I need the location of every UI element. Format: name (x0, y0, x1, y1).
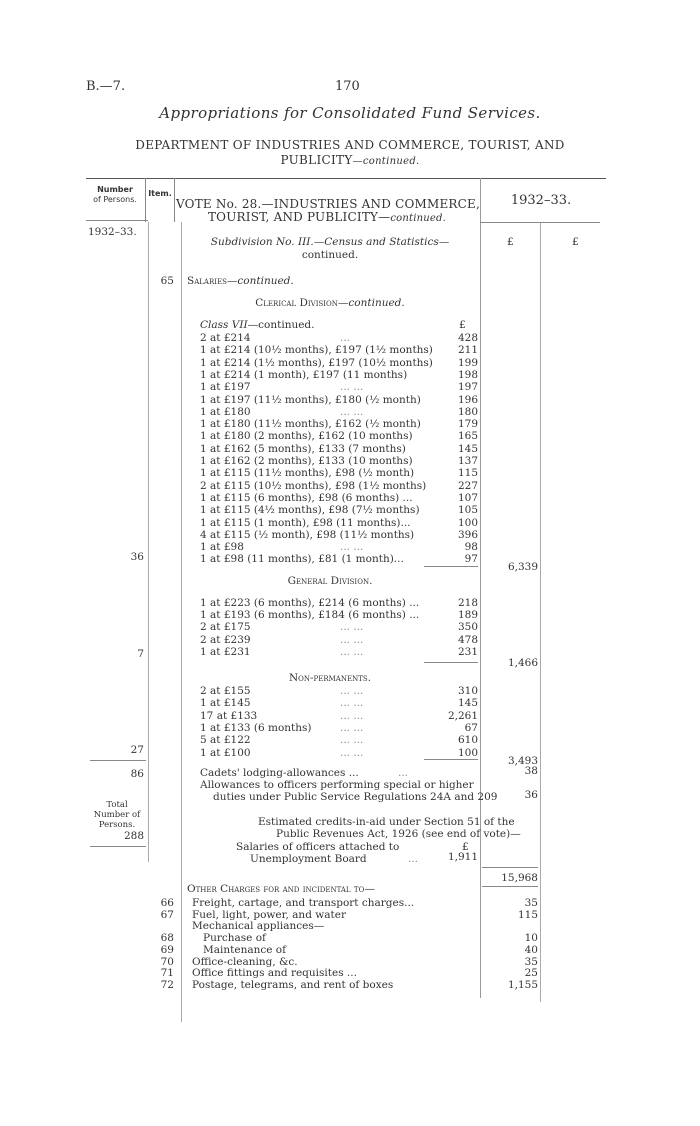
class-vii-row-label: 1 at £162 (5 months), £133 (7 months) (200, 442, 406, 455)
other-charges-item-label: Fuel, light, power, and water (192, 908, 346, 921)
class-vii-row-label: 1 at £180 (200, 405, 251, 418)
col-divider-persons (145, 178, 146, 222)
non-permanents-row-dots: ... ... (340, 734, 364, 747)
general-division-row-value: 218 (457, 597, 478, 609)
credits-line4: Unemployment Board (250, 853, 367, 865)
class-vii-row-value: 227 (457, 479, 478, 492)
class-vii-row-label: 1 at £197 (11½ months), £180 (½ month) (200, 393, 421, 406)
general-division-row-value: 189 (457, 609, 478, 622)
class-vii-row-value: 165 (457, 430, 478, 443)
header-rule-year (480, 222, 600, 223)
class-vii-row-dots: ... (340, 332, 351, 344)
persons-sum-rule (90, 760, 146, 761)
class-vii-continued: —continued. (247, 319, 315, 331)
class-vii-row-value: 198 (457, 368, 478, 381)
credits-value: 1,911 (447, 851, 478, 863)
credits-line4-dots: ... (408, 853, 419, 865)
subdivision-heading-line1: Subdivision No. III.—Census and Statistics— (210, 236, 450, 248)
general-division-row-value: 231 (457, 645, 478, 658)
vote-heading-line1: VOTE No. 28.—INDUSTRIES AND COMMERCE, (176, 197, 481, 211)
general-sum-rule (424, 662, 478, 663)
pound-sign-col2: £ (572, 236, 579, 248)
page-number: 170 (335, 79, 360, 94)
other-charges-item-label: Office fittings and requisites ... (192, 967, 357, 980)
class-vii-row-value: 211 (457, 344, 478, 357)
credits-line1: Estimated credits-in-aid under Section 51 of the (258, 816, 515, 828)
non-permanents-row-label: 1 at £145 (200, 697, 251, 710)
salaries-total-rule-top (482, 867, 538, 868)
year-label-persons: 1932–33. (88, 226, 137, 238)
class-vii-row-label: 1 at £180 (2 months), £162 (10 months) (200, 430, 413, 443)
year-header: 1932–33. (510, 193, 572, 208)
table-top-rule (86, 178, 606, 179)
col-divider-values (480, 178, 481, 998)
class-vii-total: 6,339 (507, 561, 538, 573)
col-header-persons: of Persons. (93, 195, 137, 204)
non-permanents-row-dots: ... ... (340, 709, 364, 722)
total-persons-label-3: Persons. (98, 820, 136, 830)
other-charges-item-value: 35 (524, 955, 538, 968)
class-vii-row-value: 197 (457, 381, 478, 394)
page-title: Appropriations for Consolidated Fund Services. (159, 104, 541, 122)
department-continued: —continued. (352, 156, 420, 167)
total-persons-rule (90, 846, 146, 847)
other-charges-item-label: Postage, telegrams, and rent of boxes (192, 978, 394, 991)
allowances-label-line2: duties under Public Service Regulations 24A and 209 (213, 791, 498, 803)
vote-heading-line2 (176, 211, 478, 224)
class-vii-row-label: 1 at £115 (1 month), £98 (11 months)... (200, 516, 411, 529)
other-charges-item-value: 25 (524, 967, 538, 980)
class-vii-row-value: 180 (457, 405, 478, 418)
other-charges-item-number: 69 (160, 943, 174, 956)
class-vii-pound-sign: £ (459, 319, 466, 331)
cadets-allowance-value: 38 (524, 765, 538, 777)
pound-sign-col1: £ (507, 236, 514, 248)
col-divider-persons-body (148, 222, 149, 862)
class-vii-row-label: 1 at £98 (11 months), £81 (1 month)... (200, 553, 404, 566)
other-charges-item-label: Mechanical appliances— (192, 920, 325, 933)
class-vii-row-label: 1 at £214 (1 month), £197 (11 months) (200, 368, 408, 381)
non-permanents-row-value: 610 (457, 734, 478, 747)
non-permanents-sum-rule (424, 759, 478, 760)
class-vii-row-label: 1 at £115 (11½ months), £98 (½ month) (200, 467, 415, 480)
col-divider-item (174, 178, 175, 222)
general-division-row-dots: ... ... (340, 645, 364, 658)
other-charges-heading: Other Charges for and incidental to— (187, 883, 375, 895)
report-reference: B.—7. (86, 79, 126, 94)
other-charges-item-number: 70 (160, 955, 174, 968)
class-vii-row-label: 1 at £98 (200, 541, 244, 554)
class-vii-row-value: 137 (457, 455, 478, 467)
non-permanents-row-dots: ... ... (340, 746, 364, 759)
other-charges-item-value: 40 (524, 943, 538, 956)
cadets-persons: 86 (130, 768, 144, 780)
total-persons-value: 288 (123, 830, 144, 842)
cadets-allowance-label: Cadets' lodging-allowances ... (200, 767, 359, 779)
subdivision-heading-line2: continued. (301, 249, 359, 261)
non-permanents-row-value: 310 (457, 685, 478, 697)
class-vii-row-label: 1 at £197 (200, 381, 251, 394)
vote-heading-name: TOURIST, AND PUBLICITY— (207, 210, 391, 224)
col-header-item: Item. (148, 189, 172, 198)
non-permanents-heading: Non-permanents. (288, 672, 372, 684)
general-persons: 7 (137, 648, 144, 660)
class-vii-row-label: 1 at £214 (10½ months), £197 (1½ months) (200, 344, 433, 357)
general-division-row-label: 1 at £193 (6 months), £184 (6 months) ... (200, 609, 420, 622)
non-permanents-row-label: 5 at £122 (200, 734, 251, 747)
class-vii-row-value: 98 (464, 541, 478, 554)
class-vii-row-value: 145 (457, 442, 478, 455)
other-charges-item-number: 72 (160, 978, 174, 991)
class-vii-row-label: 2 at £115 (10½ months), £98 (1½ months) (200, 479, 427, 492)
general-division-row-label: 1 at £223 (6 months), £214 (6 months) ... (200, 597, 420, 609)
credits-line2: Public Revenues Act, 1926 (see end of vote)— (276, 828, 521, 840)
col-divider-item-body (181, 222, 182, 1022)
non-permanents-row-label: 17 at £133 (200, 709, 258, 722)
salaries-total-rule-bottom (482, 886, 538, 887)
total-persons-label-1: Total (106, 800, 128, 810)
general-division-heading: General Division. (287, 575, 373, 587)
clerical-division-heading (182, 298, 478, 309)
other-charges-item-value: 10 (524, 932, 538, 945)
non-permanents-row-value: 145 (457, 697, 478, 710)
item-number-salaries: 65 (160, 275, 174, 287)
other-charges-item-number: 66 (160, 897, 174, 909)
non-permanents-persons: 27 (130, 744, 144, 756)
other-charges-item-number: 68 (160, 932, 174, 945)
class-vii-row-label: 4 at £115 (½ month), £98 (11½ months) (200, 528, 415, 541)
class-vii-heading (200, 320, 315, 331)
class-vii-row-dots: ... ... (340, 405, 364, 418)
department-heading-line1: DEPARTMENT OF INDUSTRIES AND COMMERCE, TOURIST, AND (135, 138, 565, 152)
class-vii-row-value: 179 (457, 418, 478, 431)
other-charges-item-value: 1,155 (507, 978, 538, 991)
class-vii-row-value: 115 (457, 467, 478, 480)
class-vii-row-dots: ... ... (340, 381, 364, 394)
other-charges-item-label: Freight, cartage, and transport charges... (192, 897, 415, 909)
general-division-row-label: 2 at £239 (200, 633, 251, 646)
class-vii-persons: 36 (130, 551, 144, 563)
credits-pound-sign: £ (462, 841, 469, 853)
salaries-total: 15,968 (501, 872, 538, 884)
class-vii-row-value: 396 (457, 528, 478, 541)
general-division-row-label: 1 at £231 (200, 645, 251, 658)
class-vii-sum-rule (424, 566, 478, 567)
class-vii-label: Class VII (200, 319, 248, 331)
class-vii-row-label: 1 at £180 (11½ months), £162 (½ month) (200, 418, 421, 431)
general-division-row-dots: ... ... (340, 633, 364, 646)
non-permanents-row-value: 2,261 (447, 709, 478, 722)
department-heading-line2 (0, 154, 700, 167)
salaries-heading (187, 276, 294, 287)
allowances-value: 36 (524, 789, 538, 801)
general-division-row-label: 2 at £175 (200, 621, 251, 634)
department-name: PUBLICITY (280, 153, 353, 167)
other-charges-item-value: 115 (517, 908, 538, 921)
other-charges-item-value: 35 (524, 897, 538, 909)
non-permanents-row-label: 1 at £133 (6 months) (200, 721, 312, 734)
non-permanents-row-label: 1 at £100 (200, 746, 251, 759)
other-charges-item-label: Maintenance of (203, 943, 286, 956)
class-vii-row-label: 1 at £115 (4½ months), £98 (7½ months) (200, 504, 420, 517)
non-permanents-row-label: 2 at £155 (200, 685, 251, 697)
class-vii-row-value: 199 (457, 356, 478, 369)
class-vii-row-value: 97 (464, 553, 478, 566)
non-permanents-row-dots: ... ... (340, 697, 364, 710)
non-permanents-row-dots: ... ... (340, 685, 364, 697)
class-vii-row-value: 196 (457, 393, 478, 406)
class-vii-row-value: 107 (457, 491, 478, 504)
class-vii-row-value: 105 (457, 504, 478, 517)
class-vii-row-value: 100 (457, 516, 478, 529)
other-charges-item-label: Office-cleaning, &c. (192, 955, 298, 968)
col-header-number: Number (97, 185, 133, 194)
salaries-label: Salaries (187, 275, 227, 287)
salaries-continued: —continued. (226, 275, 294, 287)
non-permanents-row-value: 67 (464, 721, 478, 734)
class-vii-row-label: 1 at £214 (1½ months), £197 (10½ months) (200, 356, 433, 369)
vote-heading-continued: continued. (390, 213, 447, 224)
non-permanents-row-value: 100 (457, 746, 478, 759)
header-rule-persons (86, 220, 148, 221)
other-charges-item-label: Purchase of (203, 932, 266, 945)
non-permanents-row-dots: ... ... (340, 721, 364, 734)
credits-line3: Salaries of officers attached to (236, 841, 400, 853)
col-divider-totals (540, 222, 541, 1002)
class-vii-row-label: 2 at £214 (200, 332, 251, 344)
allowances-label-line1: Allowances to officers performing special or higher (200, 779, 474, 791)
other-charges-item-number: 71 (160, 967, 174, 980)
clerical-division-continued: —continued. (337, 297, 405, 309)
other-charges-item-number: 67 (160, 908, 174, 921)
general-total: 1,466 (507, 657, 538, 669)
class-vii-row-label: 1 at £115 (6 months), £98 (6 months) ... (200, 491, 413, 504)
class-vii-row-label: 1 at £162 (2 months), £133 (10 months) (200, 455, 413, 467)
class-vii-row-dots: ... ... (340, 541, 364, 554)
general-division-row-dots: ... ... (340, 621, 364, 634)
non-permanents-total: 3,493 (507, 755, 538, 767)
class-vii-row-value: 428 (457, 332, 478, 344)
cadets-allowance-dots: ... (398, 767, 409, 779)
general-division-row-value: 350 (457, 621, 478, 634)
general-division-row-value: 478 (457, 633, 478, 646)
clerical-division-label: Clerical Division (255, 297, 338, 309)
total-persons-label-2: Number of (93, 810, 141, 820)
